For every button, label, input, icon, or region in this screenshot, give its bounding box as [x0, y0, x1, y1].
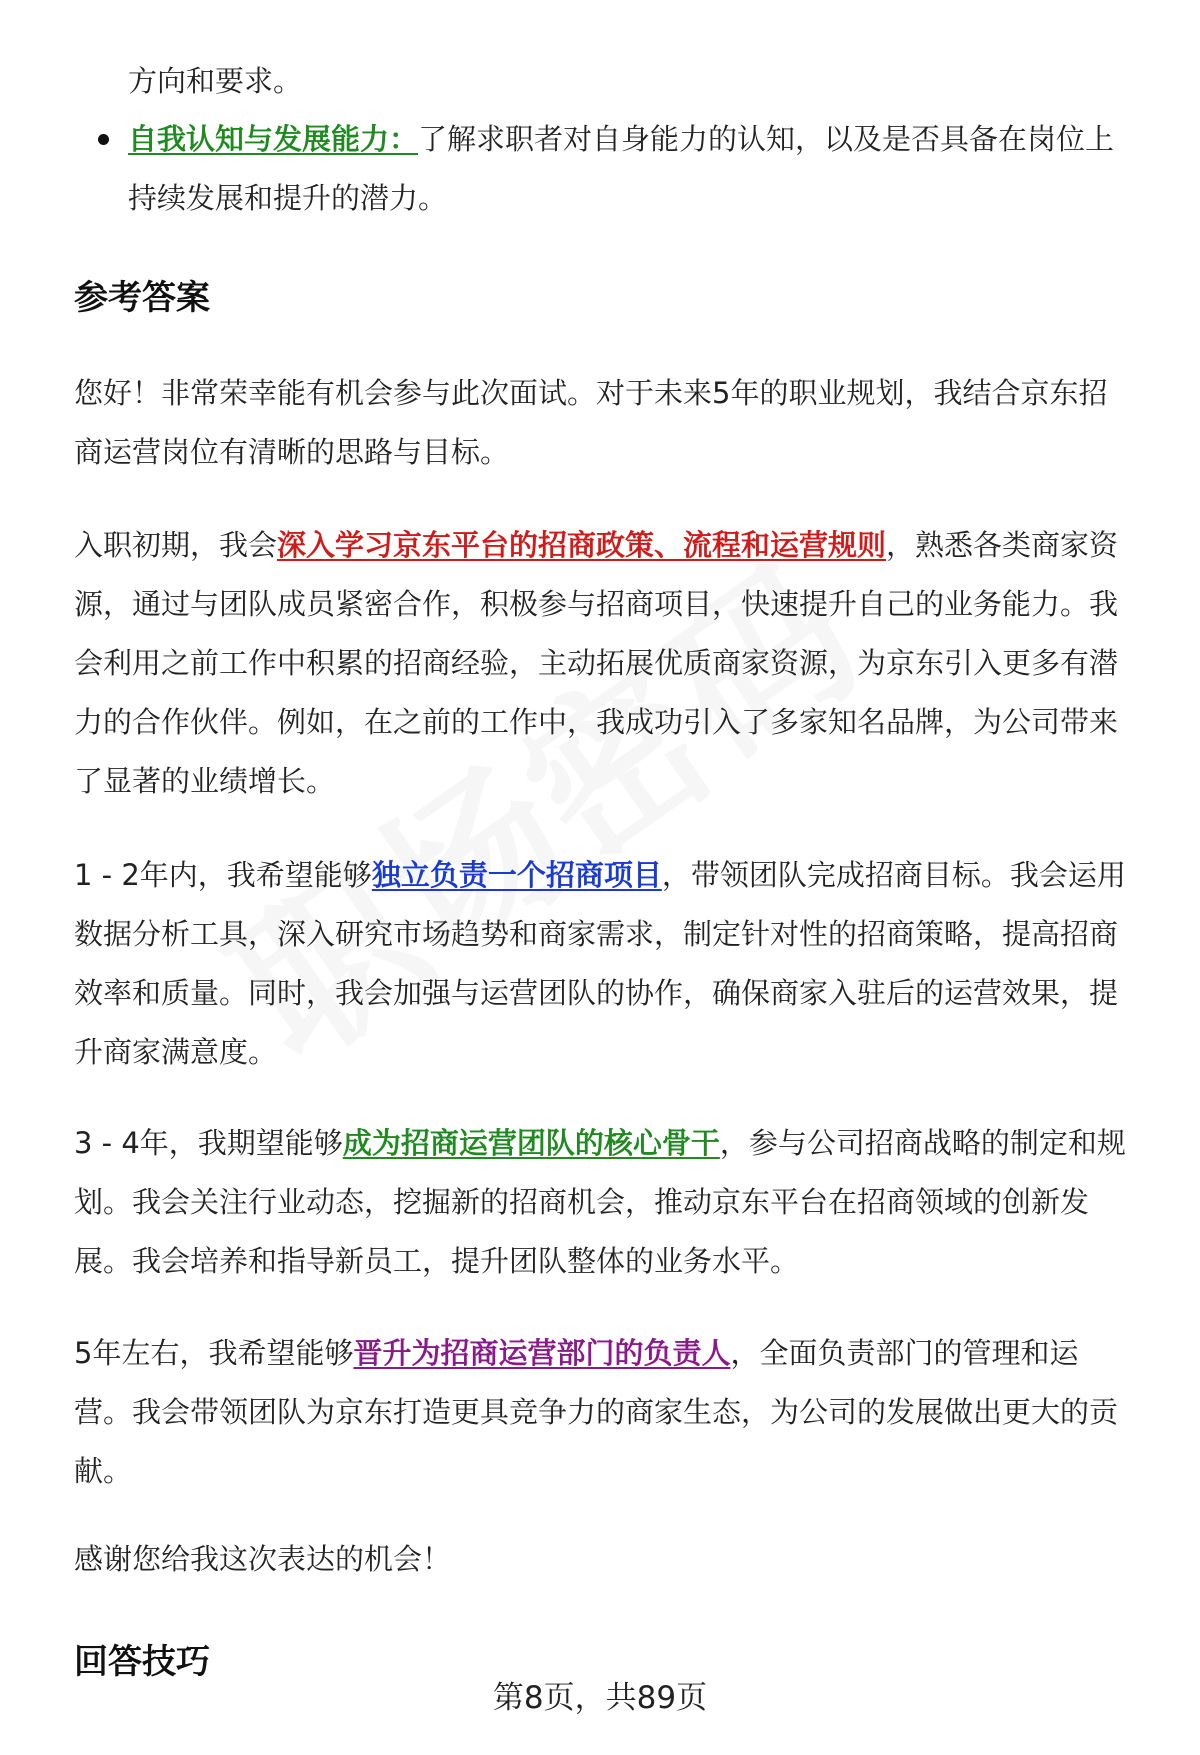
paragraph-5-years: [74, 1324, 1154, 1501]
para2-line3: 会利用之前工作中积累的招商经验，主动拓展优质商家资源，为京东引入更多有潜: [74, 646, 1119, 680]
para3-prefix: 1 - 2年内，我希望能够: [74, 858, 372, 892]
para4-prefix: 3 - 4年，我期望能够: [74, 1126, 343, 1160]
para2-line4: 力的合作伙伴。例如，在之前的工作中，我成功引入了多家知名品牌，为公司带来: [74, 705, 1119, 739]
paragraph-3-4-years: [74, 1114, 1154, 1291]
para2-highlight: 深入学习京东平台的招商政策、流程和运营规则: [277, 528, 887, 562]
bullet-text: [128, 110, 1158, 228]
page-number: 第8页，共89页: [492, 1680, 708, 1716]
bullet-line2: 持续发展和提升的潜力。: [128, 181, 448, 215]
para5-suffix: ，全面负责部门的管理和运: [730, 1336, 1079, 1370]
paragraph-1-2-years: [74, 846, 1154, 1082]
para4-suffix: ，参与公司招商战略的制定和规: [719, 1126, 1126, 1160]
para5-line3: 献。: [74, 1454, 133, 1488]
para2-line2: 源，通过与团队成员紧密合作，积极参与招商项目，快速提升自己的业务能力。我: [74, 587, 1119, 621]
para3-line3: 效率和质量。同时，我会加强与运营团队的协作，确保商家入驻后的运营效果，提: [74, 976, 1119, 1010]
bullet-line1: 了解求职者对自身能力的认知，以及是否具备在岗位上: [418, 122, 1115, 156]
para3-line2: 数据分析工具，深入研究市场趋势和商家需求，制定针对性的招商策略，提高招商: [74, 917, 1119, 951]
para2-line5: 了显著的业绩增长。: [74, 764, 336, 798]
para1-line2: 商运营岗位有清晰的思路与目标。: [74, 435, 510, 469]
para3-line4: 升商家满意度。: [74, 1035, 278, 1069]
para3-suffix: ，带领团队完成招商目标。我会运用: [661, 858, 1126, 892]
bullet-label: 自我认知与发展能力：: [128, 122, 419, 156]
para4-line3: 展。我会培养和指导新员工，提升团队整体的业务水平。: [74, 1244, 800, 1278]
para3-highlight: 独立负责一个招商项目: [371, 858, 662, 892]
para2-prefix: 入职初期，我会: [74, 528, 278, 562]
section-title-answer-tips: 回答技巧: [74, 1642, 210, 1682]
paragraph-thanks: 感谢您给我这次表达的机会！: [74, 1542, 452, 1576]
para1-line1: 您好！非常荣幸能有机会参与此次面试。对于未来5年的职业规划，我结合京东招: [74, 376, 1108, 410]
para4-line2: 划。我会关注行业动态，挖掘新的招商机会，推动京东平台在招商领域的创新发: [74, 1185, 1090, 1219]
paragraph-initial-stage: [74, 516, 1154, 811]
bullet-dot-icon: [98, 134, 109, 145]
previous-bullet-continuation: 方向和要求。: [128, 64, 303, 98]
paragraph-greeting: [74, 364, 1154, 482]
para5-line2: 营。我会带领团队为京东打造更具竞争力的商家生态，为公司的发展做出更大的贡: [74, 1395, 1119, 1429]
section-title-reference-answer: 参考答案: [74, 278, 210, 318]
para2-suffix: ，熟悉各类商家资: [886, 528, 1119, 562]
para5-highlight: 晋升为招商运营部门的负责人: [353, 1336, 731, 1370]
para5-prefix: 5年左右，我希望能够: [74, 1336, 354, 1370]
para4-highlight: 成为招商运营团队的核心骨干: [342, 1126, 720, 1160]
